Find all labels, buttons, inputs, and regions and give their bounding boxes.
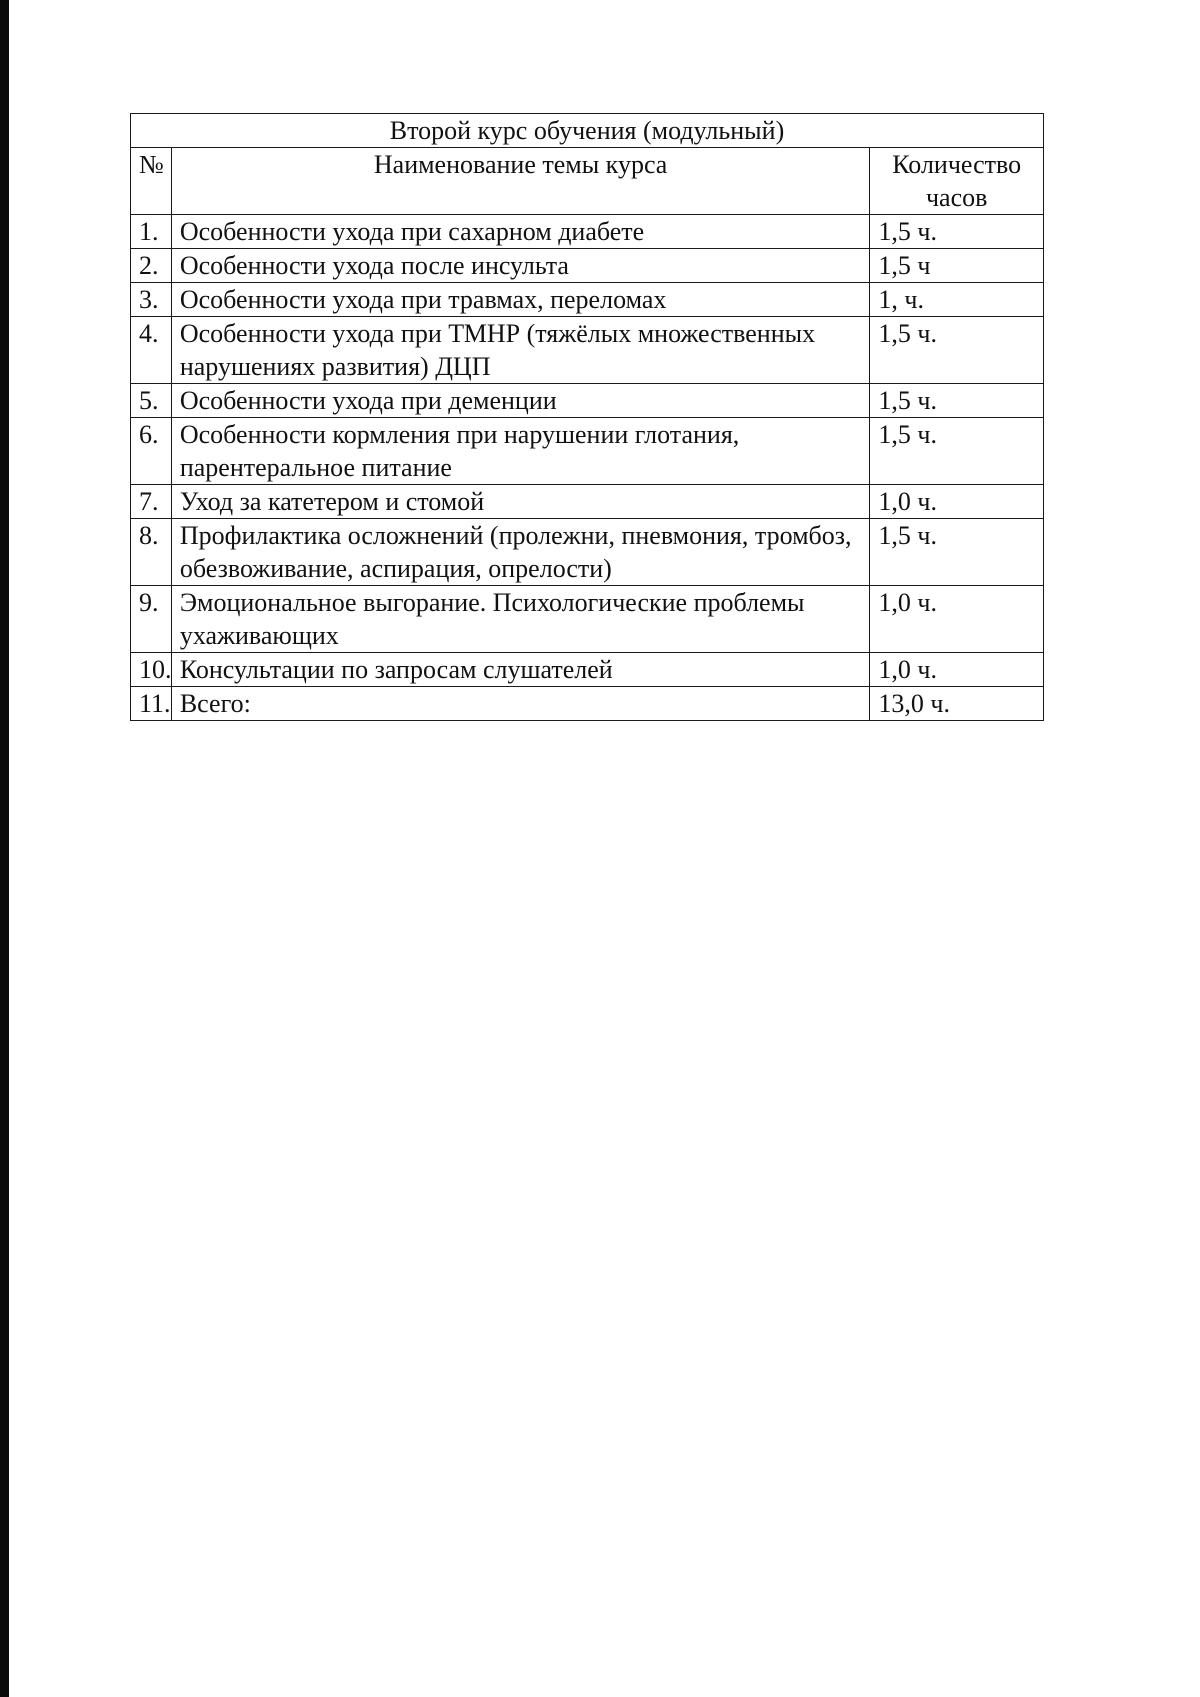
row-topic: Эмоциональное выгорание. Психологические проблемы ухаживающих	[171, 586, 870, 653]
row-topic: Особенности ухода при ТМНР (тяжёлых множественных нарушениях развития) ДЦП	[171, 317, 870, 384]
row-hours: 1,5 ч.	[870, 418, 1044, 485]
row-number: 10.	[131, 653, 172, 687]
table-row	[131, 418, 1044, 485]
row-topic: Особенности ухода при деменции	[171, 384, 870, 418]
row-hours: 1,5 ч.	[870, 317, 1044, 384]
table-row	[131, 586, 1044, 653]
row-number: 5.	[131, 384, 172, 418]
total-hours: 13,0 ч.	[870, 687, 1044, 721]
table-row	[131, 485, 1044, 519]
header-number: №	[131, 148, 172, 215]
row-topic: Профилактика осложнений (пролежни, пневмония, тромбоз, обезвоживание, аспирация, опрелости)	[171, 519, 870, 586]
row-number: 1.	[131, 215, 172, 249]
row-topic: Консультации по запросам слушателей	[171, 653, 870, 687]
table-row	[131, 215, 1044, 249]
total-label: Всего:	[171, 687, 870, 721]
row-number: 3.	[131, 283, 172, 317]
row-hours: 1,0 ч.	[870, 586, 1044, 653]
table-row	[131, 653, 1044, 687]
row-topic: Особенности ухода при сахарном диабете	[171, 215, 870, 249]
table-row	[131, 519, 1044, 586]
row-hours: 1,5 ч.	[870, 215, 1044, 249]
table-row	[131, 384, 1044, 418]
row-topic: Особенности кормления при нарушении глотания, парентеральное питание	[171, 418, 870, 485]
row-topic: Особенности ухода при травмах, переломах	[171, 283, 870, 317]
row-hours: 1,0 ч.	[870, 485, 1044, 519]
table-title: Второй курс обучения (модульный)	[131, 114, 1044, 148]
row-hours: 1,5 ч.	[870, 384, 1044, 418]
row-number: 6.	[131, 418, 172, 485]
header-hours: Количество часов	[870, 148, 1044, 215]
table-total-row	[131, 687, 1044, 721]
row-number: 11.	[131, 687, 172, 721]
course-table-body	[131, 114, 1044, 721]
row-number: 9.	[131, 586, 172, 653]
row-hours: 1,5 ч.	[870, 519, 1044, 586]
row-topic: Особенности ухода после инсульта	[171, 249, 870, 283]
row-hours: 1,5 ч	[870, 249, 1044, 283]
row-number: 2.	[131, 249, 172, 283]
table-row	[131, 317, 1044, 384]
row-hours: 1, ч.	[870, 283, 1044, 317]
scan-edge	[0, 0, 9, 1697]
header-topic: Наименование темы курса	[171, 148, 870, 215]
row-number: 7.	[131, 485, 172, 519]
row-hours: 1,0 ч.	[870, 653, 1044, 687]
course-table	[130, 113, 1044, 721]
row-number: 4.	[131, 317, 172, 384]
table-header-row	[131, 148, 1044, 215]
row-number: 8.	[131, 519, 172, 586]
table-row	[131, 283, 1044, 317]
table-row	[131, 249, 1044, 283]
row-topic: Уход за катетером и стомой	[171, 485, 870, 519]
table-title-row	[131, 114, 1044, 148]
